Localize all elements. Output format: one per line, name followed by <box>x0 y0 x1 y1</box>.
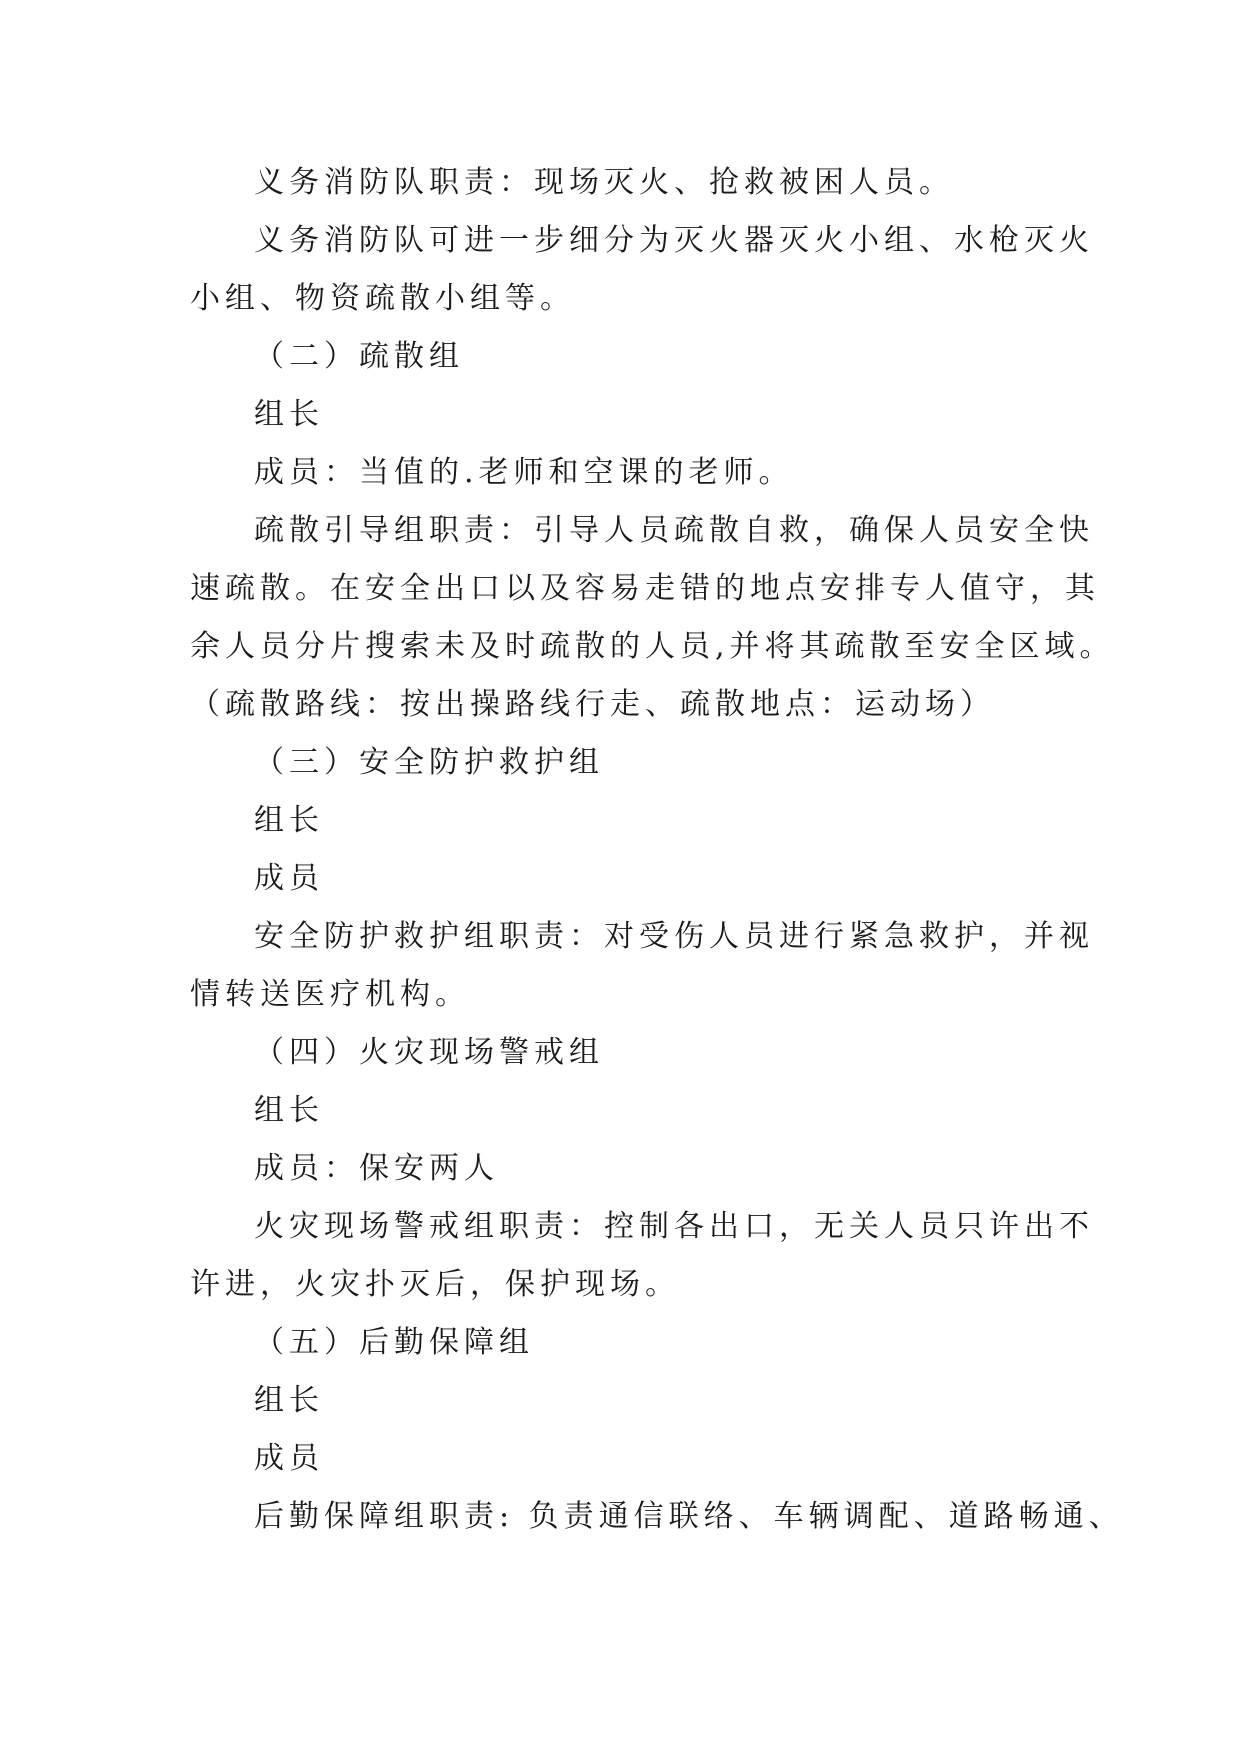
section-heading: （四）火灾现场警戒组 <box>254 1035 604 1070</box>
paragraph-line: 安全防护救护组职责：对受伤人员进行紧急救护，并视 <box>254 919 1094 954</box>
paragraph-line: 组长 <box>254 803 324 838</box>
paragraph-line: 成员：保安两人 <box>254 1151 499 1186</box>
paragraph-line: 成员 <box>254 1441 324 1476</box>
paragraph-line: 情转送医疗机构。 <box>190 977 470 1012</box>
paragraph-line: 速疏散。在安全出口以及容易走错的地点安排专人值守，其 <box>190 571 1100 606</box>
paragraph-line: （疏散路线：按出操路线行走、疏散地点：运动场） <box>190 687 995 722</box>
paragraph-line: 组长 <box>254 397 324 432</box>
paragraph-line: 义务消防队职责：现场灭火、抢救被困人员。 <box>254 165 954 200</box>
paragraph-line: 小组、物资疏散小组等。 <box>190 281 575 316</box>
section-heading: （二）疏散组 <box>254 339 464 374</box>
paragraph-line: 许进，火灾扑灭后，保护现场。 <box>190 1267 680 1302</box>
paragraph-line: 成员：当值的.老师和空课的老师。 <box>254 455 794 490</box>
paragraph-line: 疏散引导组职责：引导人员疏散自救，确保人员安全快 <box>254 513 1094 548</box>
paragraph-line: 组长 <box>254 1383 324 1418</box>
paragraph-line: 火灾现场警戒组职责：控制各出口，无关人员只许出不 <box>254 1209 1094 1244</box>
document-body <box>190 154 1124 1546</box>
section-heading: （三）安全防护救护组 <box>254 745 604 780</box>
section-heading: （五）后勤保障组 <box>254 1325 534 1360</box>
paragraph-line: 余人员分片搜索未及时疏散的人员,并将其疏散至安全区域。 <box>190 629 1115 664</box>
paragraph-line: 组长 <box>254 1093 324 1128</box>
paragraph-line: 成员 <box>254 861 324 896</box>
paragraph-line: 义务消防队可进一步细分为灭火器灭火小组、水枪灭火 <box>254 223 1094 258</box>
paragraph-line: 后勤保障组职责: 负责通信联络、车辆调配、道路畅通、 <box>254 1499 1124 1534</box>
